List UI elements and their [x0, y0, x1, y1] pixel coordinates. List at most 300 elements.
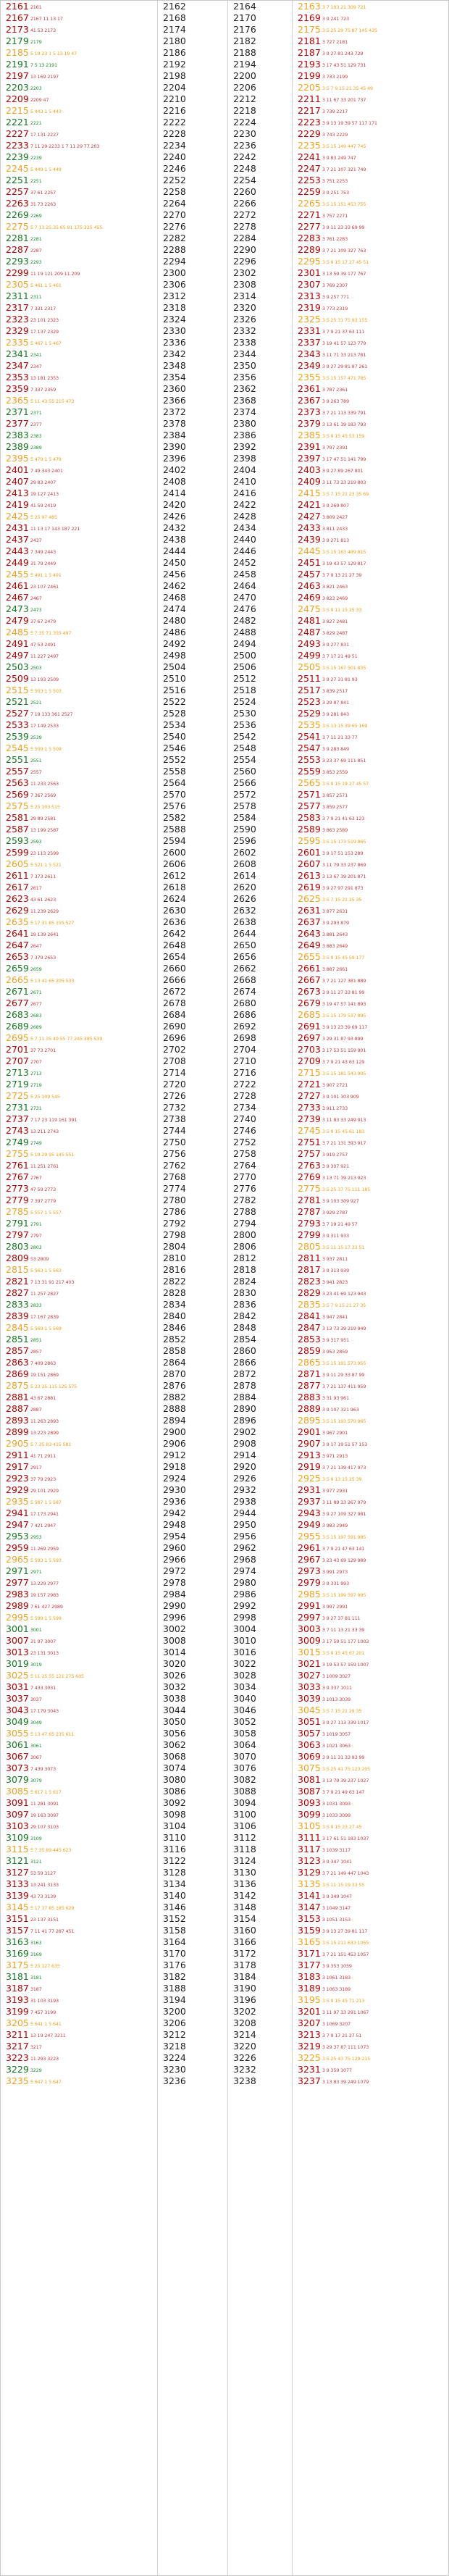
number-value: 2192 — [163, 59, 186, 70]
factor-list: 2887 — [30, 1407, 42, 1413]
factor-list: 3 9 337 1011 — [322, 1685, 352, 1691]
number-value: 2336 — [163, 337, 186, 348]
number-cell — [1, 685, 157, 696]
number-value: 2931 — [298, 1484, 321, 1495]
factor-list: 19 151 2869 — [30, 1372, 59, 1378]
number-value: 2383 — [6, 430, 29, 440]
number-cell — [158, 731, 227, 743]
number-cell — [158, 905, 227, 916]
factor-list: 3 19 41 57 123 779 — [322, 340, 366, 346]
number-value: 3211 — [6, 2029, 29, 2040]
number-value: 2235 — [298, 140, 321, 151]
number-cell — [293, 24, 449, 35]
number-cell — [158, 580, 227, 592]
number-value: 2683 — [6, 1009, 29, 1020]
number-cell — [1, 186, 157, 198]
number-cell — [228, 685, 292, 696]
number-cell — [1, 2006, 157, 2017]
number-value: 2907 — [298, 1438, 321, 1449]
number-value: 3122 — [163, 1855, 186, 1866]
number-value: 2840 — [163, 1310, 186, 1321]
number-value: 3056 — [163, 1728, 186, 1739]
number-cell — [293, 1565, 449, 1577]
number-cell — [228, 1276, 292, 1287]
number-cell — [158, 1160, 227, 1171]
factor-list: 2707 — [30, 1059, 42, 1065]
number-value: 2247 — [298, 163, 321, 174]
number-cell — [293, 719, 449, 731]
factor-list: 3 827 2481 — [322, 619, 348, 624]
factor-list: 3 1061 3183 — [322, 1975, 351, 1981]
number-cell — [293, 430, 449, 441]
factor-list: 3 7 21 149 447 1043 — [322, 1870, 369, 1876]
factor-list: 3067 — [30, 1755, 42, 1760]
number-cell — [228, 661, 292, 673]
number-cell — [293, 198, 449, 209]
number-cell — [158, 1832, 227, 1844]
number-cell — [293, 1055, 449, 1067]
number-cell — [158, 1415, 227, 1426]
number-cell — [293, 1948, 449, 1960]
number-value: 2823 — [298, 1276, 321, 1287]
number-cell — [1, 673, 157, 685]
number-cell — [293, 1647, 449, 1658]
number-value: 3093 — [298, 1797, 321, 1808]
factor-list: 3 9 269 807 — [322, 503, 349, 509]
number-cell — [158, 696, 227, 708]
number-value: 2188 — [233, 47, 256, 58]
number-value: 2481 — [298, 615, 321, 626]
number-cell — [293, 2041, 449, 2052]
number-value: 2264 — [163, 198, 186, 209]
number-value: 2272 — [233, 209, 256, 220]
number-value: 2440 — [233, 534, 256, 545]
number-cell — [293, 1148, 449, 1160]
number-cell — [158, 372, 227, 383]
number-cell — [228, 430, 292, 441]
number-cell — [228, 951, 292, 963]
factor-list: 3 5 15 149 447 745 — [322, 143, 366, 149]
number-cell — [228, 650, 292, 661]
number-cell — [1, 1171, 157, 1183]
number-cell — [158, 1438, 227, 1450]
factor-list: 3 9 107 321 963 — [322, 1407, 359, 1413]
number-cell — [1, 1426, 157, 1438]
number-value: 2888 — [163, 1403, 186, 1414]
number-value: 2882 — [163, 1392, 186, 1402]
factor-list: 13 241 3133 — [30, 1882, 59, 1888]
number-value: 3063 — [298, 1739, 321, 1750]
number-value: 2673 — [298, 986, 321, 997]
number-value: 2523 — [298, 696, 321, 707]
number-value: 3091 — [6, 1797, 29, 1808]
number-value: 2254 — [233, 175, 256, 185]
number-cell — [228, 1623, 292, 1635]
number-cell — [158, 1542, 227, 1554]
number-value: 2786 — [163, 1206, 186, 1217]
number-cell — [293, 986, 449, 998]
number-value: 2804 — [163, 1241, 186, 1252]
number-value: 2475 — [298, 603, 321, 614]
number-cell — [293, 673, 449, 685]
number-value: 3076 — [233, 1762, 256, 1773]
number-cell — [158, 1137, 227, 1148]
factor-list: 2851 — [30, 1337, 42, 1343]
number-cell — [158, 1473, 227, 1484]
number-cell — [228, 1403, 292, 1415]
number-cell — [228, 464, 292, 476]
number-value: 2852 — [163, 1334, 186, 1345]
number-cell — [228, 743, 292, 754]
factor-list: 3 29 31 87 93 899 — [322, 1036, 364, 1042]
number-value: 2985 — [298, 1589, 321, 1599]
number-cell — [158, 1090, 227, 1102]
number-value: 2611 — [6, 870, 29, 881]
number-cell — [228, 1264, 292, 1276]
factor-list: 3 997 2991 — [322, 1604, 348, 1610]
factor-list: 3 5 11 15 19 33 55 — [322, 1882, 365, 1888]
number-cell — [158, 140, 227, 151]
factor-list: 3 937 2811 — [322, 1256, 348, 1262]
number-cell — [1, 1102, 157, 1113]
factor-list: 13 199 2587 — [30, 827, 59, 833]
number-cell — [293, 1542, 449, 1554]
number-value: 2821 — [6, 1276, 29, 1287]
number-value: 2545 — [6, 743, 29, 753]
number-cell — [228, 418, 292, 430]
number-value: 3051 — [298, 1716, 321, 1727]
number-value: 2427 — [298, 511, 321, 522]
number-cell — [293, 1739, 449, 1751]
factor-list: 7 409 2863 — [30, 1360, 56, 1366]
number-cell — [158, 1519, 227, 1531]
number-cell — [293, 685, 449, 696]
number-cell — [293, 1797, 449, 1809]
number-value: 3165 — [298, 1936, 321, 1947]
number-value: 2349 — [298, 360, 321, 371]
number-cell — [228, 754, 292, 766]
number-cell — [293, 1519, 449, 1531]
number-cell — [293, 1681, 449, 1693]
number-value: 3040 — [233, 1693, 256, 1704]
number-value: 2241 — [298, 151, 321, 162]
number-value: 2563 — [6, 777, 29, 788]
number-value: 3199 — [6, 2006, 29, 2017]
number-cell — [228, 1380, 292, 1392]
number-value: 3200 — [163, 2006, 186, 2017]
number-value: 2305 — [6, 279, 29, 290]
number-value: 2420 — [163, 499, 186, 510]
number-value: 3067 — [6, 1751, 29, 1762]
number-value: 2689 — [6, 1021, 29, 1032]
number-cell — [293, 847, 449, 858]
factor-list: 5 587 1 5 587 — [30, 1500, 62, 1505]
number-value: 2716 — [233, 1067, 256, 1078]
factor-list: 3 5 15 193 579 965 — [322, 1418, 366, 1424]
factor-list: 3 7 9 21 49 63 147 — [322, 1789, 365, 1795]
number-cell — [158, 82, 227, 93]
factor-list: 3 9 27 113 339 1017 — [322, 1720, 369, 1726]
number-cell — [228, 1334, 292, 1345]
number-value: 3238 — [233, 2075, 256, 2086]
number-cell — [158, 1310, 227, 1322]
number-cell — [293, 1612, 449, 1623]
factor-list: 3 5 9 15 45 61 183 — [322, 1129, 365, 1134]
number-cell — [158, 1948, 227, 1960]
number-value: 2662 — [233, 963, 256, 974]
number-value: 2678 — [163, 998, 186, 1008]
number-cell — [158, 789, 227, 800]
number-cell — [228, 1971, 292, 1983]
number-value: 3140 — [163, 1890, 186, 1901]
number-cell — [1, 1774, 157, 1786]
factor-list: 3 727 2181 — [322, 39, 348, 45]
number-cell — [158, 1739, 227, 1751]
number-value: 2173 — [6, 24, 29, 35]
number-cell — [228, 824, 292, 835]
factor-list: 11 13 17 143 187 221 — [30, 526, 80, 532]
number-value: 2197 — [6, 70, 29, 81]
number-value: 2906 — [163, 1438, 186, 1449]
number-cell — [1, 1728, 157, 1739]
number-value: 2181 — [298, 35, 321, 46]
number-cell — [158, 1774, 227, 1786]
number-cell — [158, 766, 227, 777]
number-value: 2516 — [163, 685, 186, 695]
number-value: 2774 — [163, 1183, 186, 1194]
factor-list: 3 9 27 89 267 801 — [322, 468, 364, 474]
number-value: 2367 — [298, 395, 321, 406]
number-value: 2690 — [163, 1021, 186, 1032]
number-value: 2359 — [6, 383, 29, 394]
number-cell — [1, 1507, 157, 1519]
number-value: 2347 — [6, 360, 29, 371]
number-cell — [228, 1392, 292, 1403]
number-cell — [228, 800, 292, 812]
number-value: 2955 — [298, 1531, 321, 1542]
number-value: 2960 — [163, 1542, 186, 1553]
number-cell — [158, 406, 227, 418]
number-value: 2667 — [298, 974, 321, 985]
number-cell — [228, 522, 292, 534]
number-value: 2842 — [233, 1310, 256, 1321]
number-cell — [158, 916, 227, 928]
number-value: 3073 — [6, 1762, 29, 1773]
number-value: 2284 — [233, 233, 256, 243]
number-cell — [228, 1183, 292, 1195]
number-cell — [1, 1577, 157, 1589]
number-value: 2997 — [298, 1612, 321, 1623]
number-value: 2811 — [298, 1253, 321, 1263]
factor-list: 3 7 17 21 49 51 — [322, 653, 358, 659]
number-cell — [158, 1902, 227, 1913]
number-value: 2456 — [163, 569, 186, 580]
factor-list: 2953 — [30, 1534, 42, 1540]
number-value: 2751 — [298, 1137, 321, 1147]
number-value: 2270 — [163, 209, 186, 220]
number-cell — [158, 151, 227, 163]
number-cell — [158, 105, 227, 117]
number-value: 3028 — [233, 1670, 256, 1681]
number-value: 2763 — [298, 1160, 321, 1171]
number-value: 3151 — [6, 1913, 29, 1924]
number-value: 2239 — [6, 151, 29, 162]
factor-list: 3 5 13 15 39 65 169 — [322, 723, 368, 729]
number-value: 2391 — [298, 441, 321, 452]
number-value: 3169 — [6, 1948, 29, 1959]
number-value: 2187 — [298, 47, 321, 58]
number-value: 2841 — [298, 1310, 321, 1321]
number-value: 2959 — [6, 1542, 29, 1553]
number-value: 2343 — [298, 348, 321, 359]
number-value: 3055 — [6, 1728, 29, 1739]
number-value: 3147 — [298, 1902, 321, 1912]
number-value: 2365 — [6, 395, 29, 406]
factor-list: 3 9 317 951 — [322, 1337, 349, 1343]
number-cell — [228, 175, 292, 186]
number-value: 2715 — [298, 1067, 321, 1078]
number-value: 3164 — [163, 1936, 186, 1947]
number-value: 2728 — [233, 1090, 256, 1101]
number-value: 2341 — [6, 348, 29, 359]
factor-list: 3 29 37 87 111 1073 — [322, 2044, 369, 2050]
number-value: 2703 — [298, 1044, 321, 1055]
number-cell — [158, 1809, 227, 1820]
number-cell — [1, 1971, 157, 1983]
number-cell — [293, 499, 449, 511]
number-value: 2749 — [6, 1137, 29, 1147]
number-value: 2905 — [6, 1438, 29, 1449]
number-cell — [293, 2006, 449, 2017]
number-cell — [293, 824, 449, 835]
number-value: 2887 — [6, 1403, 29, 1414]
number-cell — [1, 1392, 157, 1403]
number-cell — [1, 1554, 157, 1565]
number-cell — [228, 2075, 292, 2087]
number-cell — [293, 1983, 449, 1994]
factor-list: 3 11 97 33 291 1067 — [322, 2010, 369, 2015]
number-value: 3205 — [6, 2017, 29, 2028]
number-cell — [1, 1658, 157, 1670]
number-value: 3170 — [163, 1948, 186, 1959]
number-cell — [1, 1, 157, 12]
number-cell — [228, 1195, 292, 1206]
number-value: 2301 — [298, 267, 321, 278]
number-cell — [293, 1264, 449, 1276]
number-value: 2619 — [298, 882, 321, 892]
number-value: 2176 — [233, 24, 256, 35]
number-cell — [1, 221, 157, 233]
number-value: 2655 — [298, 951, 321, 962]
number-value: 2636 — [163, 916, 186, 927]
number-cell — [293, 1345, 449, 1357]
factor-list: 3 7 21 113 339 791 — [322, 410, 366, 416]
number-cell — [158, 754, 227, 766]
number-value: 2162 — [163, 1, 186, 12]
factor-list: 3 9 13 23 39 69 117 — [322, 1024, 368, 1030]
number-value: 3176 — [163, 1960, 186, 1970]
factor-list: 17 131 2227 — [30, 132, 59, 138]
number-cell — [228, 1902, 292, 1913]
number-cell — [158, 1403, 227, 1415]
factor-list: 3 971 2913 — [322, 1453, 348, 1459]
number-cell — [1, 1739, 157, 1751]
number-value: 2725 — [6, 1090, 29, 1101]
number-cell — [158, 1345, 227, 1357]
number-cell — [158, 209, 227, 221]
number-cell — [228, 1647, 292, 1658]
number-cell — [293, 1079, 449, 1090]
column-even-6k-plus-2 — [158, 1, 228, 2575]
number-cell — [158, 858, 227, 870]
number-value: 2965 — [6, 1554, 29, 1565]
number-cell — [158, 882, 227, 893]
number-value: 2833 — [6, 1299, 29, 1310]
number-value: 2732 — [163, 1102, 186, 1113]
factor-list: 3 953 2859 — [322, 1349, 348, 1355]
factor-list: 3061 — [30, 1743, 42, 1749]
number-value: 2722 — [233, 1079, 256, 1090]
number-value: 2227 — [6, 128, 29, 139]
factor-list: 3 9 313 939 — [322, 1268, 349, 1274]
factor-list: 23 101 2323 — [30, 317, 59, 323]
number-value: 2368 — [233, 395, 256, 406]
number-value: 2224 — [233, 117, 256, 127]
number-cell — [158, 117, 227, 128]
number-value: 2782 — [233, 1195, 256, 1205]
number-cell — [158, 847, 227, 858]
factor-list: 3 5 9 11 15 25 33 — [322, 607, 362, 613]
number-cell — [1, 1542, 157, 1554]
number-value: 2451 — [298, 557, 321, 568]
number-cell — [228, 812, 292, 824]
number-cell — [293, 835, 449, 847]
number-value: 2246 — [163, 163, 186, 174]
number-value: 3133 — [6, 1878, 29, 1889]
number-value: 2211 — [298, 93, 321, 104]
number-cell — [1, 1461, 157, 1473]
number-value: 2282 — [163, 233, 186, 243]
number-cell — [158, 1461, 227, 1473]
number-value: 2324 — [163, 314, 186, 325]
factor-list: 3 7 9 21 41 63 123 — [322, 816, 365, 821]
number-value: 3237 — [298, 2075, 321, 2086]
number-cell — [158, 1554, 227, 1565]
number-cell — [293, 580, 449, 592]
number-cell — [228, 1171, 292, 1183]
number-value: 2300 — [163, 267, 186, 278]
number-cell — [1, 395, 157, 406]
number-cell — [158, 1994, 227, 2006]
number-cell — [1, 430, 157, 441]
number-value: 2896 — [233, 1415, 256, 1426]
number-value: 3039 — [298, 1693, 321, 1704]
number-value: 2638 — [233, 916, 256, 927]
number-cell — [1, 117, 157, 128]
factor-list: 3037 — [30, 1697, 42, 1702]
number-value: 2482 — [233, 615, 256, 626]
number-cell — [228, 1357, 292, 1368]
number-cell — [158, 1113, 227, 1125]
number-cell — [293, 1554, 449, 1565]
number-cell — [228, 1739, 292, 1751]
factor-list: 3 733 2199 — [322, 74, 348, 80]
number-value: 3082 — [233, 1774, 256, 1785]
number-value: 2979 — [298, 1577, 321, 1588]
factor-list: 3 751 2253 — [322, 178, 348, 184]
number-cell — [228, 963, 292, 974]
number-value: 2936 — [163, 1496, 186, 1507]
